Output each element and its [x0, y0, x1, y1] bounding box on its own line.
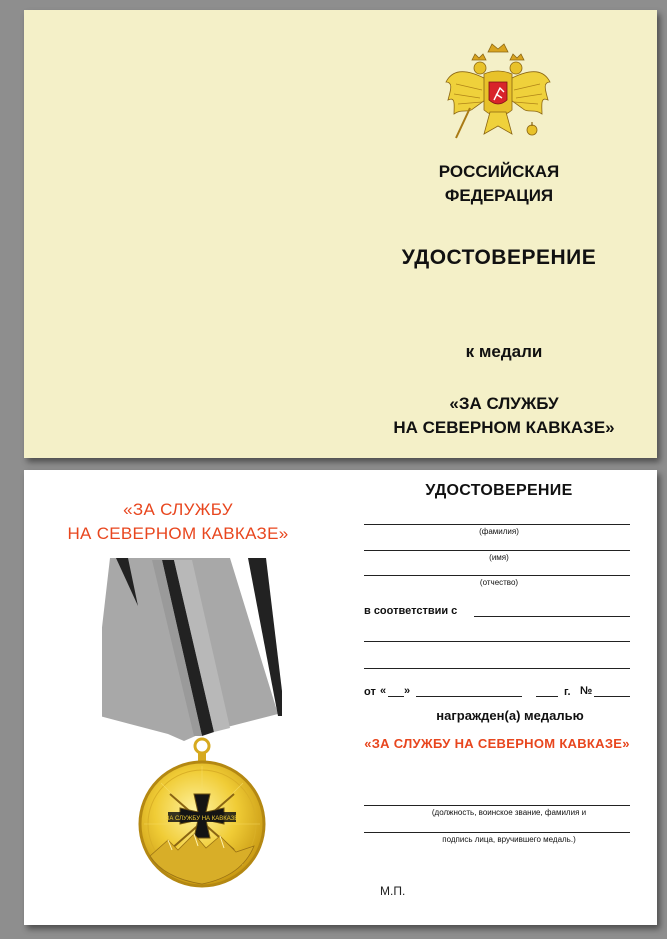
cover-title: УДОСТОВЕРЕНИЕ	[401, 246, 597, 269]
inner-medal-line-2: НА СЕВЕРНОМ КАВКАЗЕ»	[67, 524, 289, 543]
awarded-medal-name: «ЗА СЛУЖБУ НА СЕВЕРНОМ КАВКАЗЕ»	[364, 736, 630, 751]
stamp-place-label: М.П.	[380, 884, 406, 898]
year-label: г.	[564, 686, 571, 698]
according-to-line[interactable]	[474, 616, 630, 617]
patronymic-line[interactable]	[364, 575, 630, 576]
number-line[interactable]	[594, 696, 630, 697]
number-label: №	[580, 685, 593, 697]
presenter-line-1[interactable]	[364, 805, 630, 806]
name-line[interactable]	[364, 550, 630, 551]
patronymic-caption: (отчество)	[479, 578, 519, 587]
presenter-caption-1: (должность, воинское звание, фамилия и	[431, 808, 587, 817]
according-to-line-3[interactable]	[364, 668, 630, 669]
cover-to-medal: к медали	[465, 342, 543, 361]
medal-inscription: ЗА СЛУЖБУ НА КАВКАЗЕ	[165, 816, 239, 822]
date-year-line[interactable]	[536, 696, 558, 697]
country-line-1: РОССИЙСКАЯ	[438, 162, 560, 181]
date-open-quote: «	[380, 685, 387, 697]
date-close-quote: »	[404, 685, 411, 697]
cover-medal-line-1: «ЗА СЛУЖБУ	[449, 394, 559, 413]
certificate-inner-page	[24, 470, 657, 925]
date-day-line[interactable]	[388, 696, 404, 697]
name-caption: (имя)	[489, 553, 509, 562]
country-name	[364, 160, 634, 208]
date-month-line[interactable]	[416, 696, 522, 697]
date-from-label: от	[364, 686, 376, 698]
inner-medal-heading	[48, 498, 308, 546]
medal-icon	[102, 556, 282, 906]
cover-medal-line-2: НА СЕВЕРНОМ КАВКАЗЕ»	[393, 418, 615, 437]
inner-medal-line-1: «ЗА СЛУЖБУ	[123, 500, 233, 519]
according-to-label: в соответствии с	[364, 605, 458, 617]
awarded-text: награжден(а) медалью	[436, 708, 584, 723]
presenter-caption-2: подпись лица, вручившего медаль.)	[442, 835, 576, 844]
country-line-2: ФЕДЕРАЦИЯ	[444, 186, 554, 205]
surname-caption: (фамилия)	[479, 527, 519, 536]
russian-coat-of-arms-icon	[444, 38, 552, 150]
inner-title: УДОСТОВЕРЕНИЕ	[425, 482, 573, 499]
certificate-cover	[24, 10, 657, 458]
presenter-line-2[interactable]	[364, 832, 630, 833]
surname-line[interactable]	[364, 524, 630, 525]
cover-medal-name	[344, 392, 664, 440]
according-to-line-2[interactable]	[364, 641, 630, 642]
